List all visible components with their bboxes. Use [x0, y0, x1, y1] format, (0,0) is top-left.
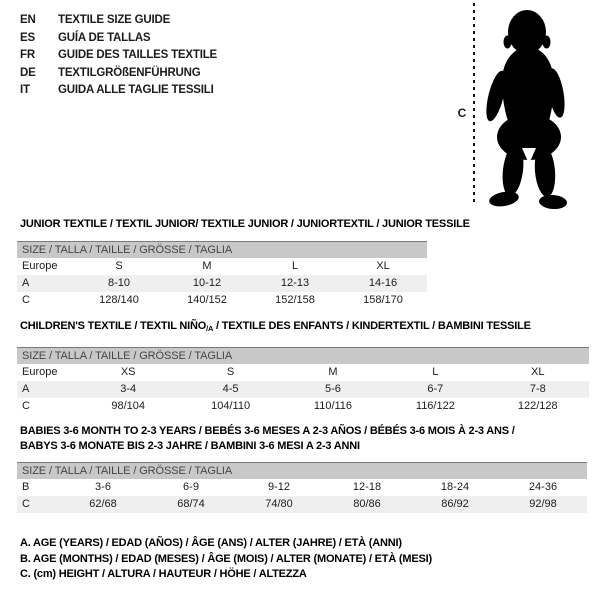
months-cell: 6-9 — [183, 481, 199, 493]
language-code: IT — [20, 84, 30, 96]
size-cell: M — [328, 366, 338, 378]
height-cell: 62/68 — [59, 496, 147, 513]
language-row-it — [20, 82, 217, 100]
babies-table-title — [20, 424, 515, 454]
size-cell: M — [202, 260, 212, 272]
language-label: TEXTILGRÖßENFÜHRUNG — [58, 66, 201, 79]
age-cell: 6-7 — [384, 381, 486, 398]
junior-row-height — [17, 292, 427, 309]
size-header-row — [17, 242, 427, 258]
height-cell: 158/170 — [363, 294, 403, 306]
size-cell: L — [432, 366, 439, 378]
legend-line-c: C. (cm) HEIGHT / ALTURA / HAUTEUR / HÖHE / ALTEZZA — [20, 568, 307, 580]
height-cell: 116/122 — [415, 400, 455, 412]
children-title-pre: CHILDREN'S TEXTILE / TEXTIL NIÑO — [20, 320, 207, 332]
language-label: TEXTILE SIZE GUIDE — [58, 14, 171, 26]
height-cell: 68/74 — [147, 496, 235, 513]
height-cell: 122/128 — [517, 400, 558, 412]
size-header-label: SIZE / TALLA / TAILLE / GRÖSSE / TAGLIA — [17, 242, 427, 258]
height-cell: 92/98 — [499, 496, 587, 513]
children-table-title — [20, 320, 531, 333]
children-row-height — [17, 398, 589, 415]
height-cell: 128/140 — [99, 294, 139, 306]
legend-line-a: A. AGE (YEARS) / EDAD (AÑOS) / ÂGE (ANS) / ALTER (JAHRE) / ETÀ (ANNI) — [20, 537, 402, 549]
size-cell: XL — [531, 366, 545, 378]
height-measure-label: C — [457, 106, 467, 120]
language-code: FR — [20, 49, 35, 61]
height-cell: 74/80 — [235, 496, 323, 513]
language-code: ES — [20, 31, 35, 44]
height-cell: 104/110 — [211, 400, 251, 412]
children-size-table — [17, 347, 589, 415]
legend-line-b: B. AGE (MONTHS) / EDAD (MESES) / ÂGE (MOIS) / ALTER (MONATE) / ETÀ (MESI) — [20, 552, 432, 565]
size-cell: S — [226, 366, 235, 378]
language-row-de — [20, 65, 217, 83]
junior-row-age — [17, 275, 427, 292]
age-cell: 4-5 — [179, 381, 281, 398]
row-label: C — [17, 496, 59, 513]
children-title-sub: /A — [206, 323, 214, 333]
babies-title-line2: BABYS 3-6 MONATE BIS 2-3 JAHRE / BAMBINI 3-6 MESI A 2-3 ANNI — [20, 440, 360, 452]
junior-size-table — [17, 241, 427, 309]
language-header — [20, 12, 217, 100]
height-cell: 110/116 — [313, 400, 353, 412]
months-cell: 24-36 — [528, 481, 558, 493]
babies-size-table — [17, 462, 587, 513]
age-cell: 5-6 — [282, 381, 384, 398]
junior-table-title: JUNIOR TEXTILE / TEXTIL JUNIOR/ TEXTILE JUNIOR / JUNIORTEXTIL / JUNIOR TESSILE — [20, 218, 470, 230]
size-cell: XL — [376, 260, 390, 272]
months-cell: 9-12 — [267, 481, 291, 493]
row-label: Europe — [22, 260, 58, 272]
height-cell: 140/152 — [187, 294, 227, 306]
age-cell: 8-10 — [75, 275, 163, 292]
children-row-europe — [17, 364, 589, 381]
size-cell: L — [291, 260, 299, 272]
age-cell: 14-16 — [339, 275, 427, 292]
children-row-age — [17, 381, 589, 398]
measure-legend — [20, 536, 432, 583]
months-cell: 18-24 — [440, 481, 470, 493]
size-header-row — [17, 463, 587, 479]
row-label: A — [17, 381, 77, 398]
size-header-row — [17, 348, 589, 364]
height-cell: 152/158 — [275, 294, 315, 306]
babies-title-line1: BABIES 3-6 MONTH TO 2-3 YEARS / BEBÉS 3-6 MESES A 2-3 AÑOS / BÉBÉS 3-6 MOIS À 2-3 ANS / — [20, 425, 515, 437]
height-cell: 98/104 — [111, 400, 146, 412]
junior-row-europe — [17, 258, 427, 275]
row-label: Europe — [22, 366, 58, 378]
size-cell: S — [115, 260, 123, 272]
age-cell: 10-12 — [163, 275, 251, 292]
language-label: GUIDE DES TAILLES TEXTILE — [58, 49, 217, 61]
size-header-label: SIZE / TALLA / TAILLE / GRÖSSE / TAGLIA — [17, 463, 587, 479]
row-label: C — [22, 294, 30, 306]
language-label: GUÍA DE TALLAS — [58, 31, 151, 44]
months-cell: 3-6 — [95, 481, 111, 493]
age-cell: 7-8 — [487, 381, 589, 398]
language-row-en — [20, 12, 217, 30]
height-cell: 86/92 — [411, 496, 499, 513]
age-cell: 3-4 — [77, 381, 179, 398]
language-label: GUIDA ALLE TAGLIE TESSILI — [58, 84, 214, 96]
row-label: C — [22, 400, 30, 412]
language-row-es — [20, 30, 217, 48]
size-header-label: SIZE / TALLA / TAILLE / GRÖSSE / TAGLIA — [17, 348, 589, 364]
language-code: EN — [20, 14, 36, 26]
children-title-post: / TEXTILE DES ENFANTS / KINDERTEXTIL / BAMBINI TESSILE — [213, 320, 531, 332]
height-cell: 80/86 — [323, 496, 411, 513]
babies-row-months — [17, 479, 587, 496]
age-cell: 12-13 — [251, 275, 339, 292]
row-label: B — [22, 481, 30, 493]
baby-figure — [440, 0, 600, 220]
babies-row-height — [17, 496, 587, 513]
baby-silhouette-icon — [440, 0, 600, 220]
months-cell: 12-18 — [352, 481, 382, 493]
language-row-fr — [20, 47, 217, 65]
row-label: A — [17, 275, 75, 292]
size-cell: XS — [120, 366, 136, 378]
language-code: DE — [20, 66, 36, 79]
